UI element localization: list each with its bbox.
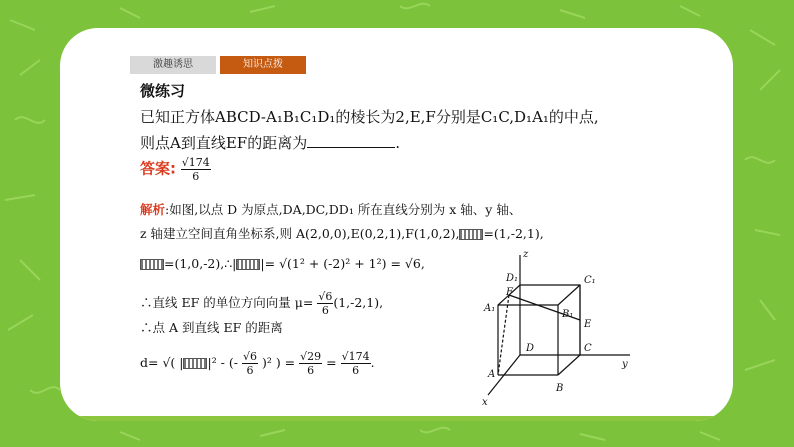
question-end: . [395, 134, 400, 152]
solution-line-2 [140, 224, 544, 242]
solution-text-6d: = [326, 355, 337, 370]
fraction-numerator: √29 [300, 350, 322, 363]
answer-fraction [181, 156, 211, 183]
answer-numerator: √174 [181, 156, 210, 169]
fraction-numerator: √6 [318, 290, 333, 303]
answer-label: 答案: [140, 159, 176, 178]
solution-text-1: :如图,以点 D 为原点,DA,DC,DD₁ 所在直线分别为 x 轴、y 轴、 [165, 202, 522, 217]
tab-motivation[interactable]: 激趣诱思 [130, 56, 216, 74]
solution-text-3a: =(1,0,-2),∴| [164, 256, 237, 271]
fraction-denominator: 6 [321, 304, 329, 317]
solution-line-4 [140, 290, 383, 317]
vector-fe-image [236, 259, 260, 270]
label-d1: D₁ [506, 273, 519, 284]
fraction-denominator: 6 [352, 364, 360, 377]
section-title: 微练习 [140, 82, 186, 100]
fraction-1 [242, 350, 258, 377]
answer-denominator: 6 [192, 170, 200, 183]
solution-line-1 [140, 200, 521, 218]
label-a: A [488, 369, 496, 380]
fraction-3 [341, 350, 371, 377]
fraction-denominator: 6 [307, 364, 315, 377]
solution-text-6c: )² ) = [261, 355, 296, 370]
vector-fa-image [183, 358, 207, 369]
question-line-1: 已知正方体ABCD-A₁B₁C₁D₁的棱长为2,E,F分别是C₁C,D₁A₁的中点, [140, 108, 599, 126]
label-z: z [523, 249, 529, 260]
question-line-2 [140, 132, 400, 153]
label-a1: A₁ [484, 303, 496, 314]
label-b: B [556, 383, 564, 394]
label-d: D [526, 343, 535, 354]
solution-text-6b: |² - (- [207, 355, 238, 370]
solution-text-4b: (1,-2,1), [333, 295, 384, 310]
label-f: F [506, 287, 513, 298]
fraction-denominator: 6 [246, 364, 254, 377]
solution-text-5: ∴点 A 到直线 EF 的距离 [140, 320, 283, 335]
solution-line-6 [140, 350, 375, 377]
cube-top-back [498, 285, 580, 375]
label-c1: C₁ [584, 275, 596, 286]
solution-text-3b: |= √(1² + (-2)² + 1²) = √6, [260, 256, 425, 271]
solution-text-2a: z 轴建立空间直角坐标系,则 A(2,0,0),E(0,2,1),F(1,0,2), [140, 226, 460, 241]
answer-line [140, 156, 211, 183]
fraction-numerator: √6 [242, 350, 257, 363]
tab-bar [130, 56, 306, 74]
solution-line-3 [140, 256, 425, 271]
solution-line-5 [140, 318, 283, 336]
label-y: y [622, 359, 628, 370]
solution-label: 解析 [140, 202, 166, 217]
label-b1: B₁ [562, 309, 574, 320]
solution-text-4a: ∴直线 EF 的单位方向向量 μ= [140, 295, 314, 310]
solution-text-6a: d= √( | [140, 355, 184, 370]
cube-edge-bc [558, 355, 580, 375]
cube-coordinate-diagram [470, 245, 640, 410]
label-c: C [584, 343, 592, 354]
tab-knowledge[interactable]: 知识点拨 [220, 56, 306, 74]
solution-text-2b: =(1,-2,1), [483, 226, 544, 241]
fraction-numerator: √174 [341, 350, 370, 363]
label-x: x [482, 397, 488, 408]
card-bottom-bar [60, 416, 733, 421]
unit-vector-fraction [317, 290, 333, 317]
solution-text-6e: . [370, 355, 375, 370]
question-text: 则点A到直线EF的距离为 [140, 134, 308, 152]
fraction-2 [299, 350, 322, 377]
vector-fa-image [140, 259, 164, 270]
segment-fa [498, 295, 509, 375]
answer-blank [307, 135, 395, 148]
vector-fe-image [459, 229, 483, 240]
label-e: E [584, 319, 592, 330]
